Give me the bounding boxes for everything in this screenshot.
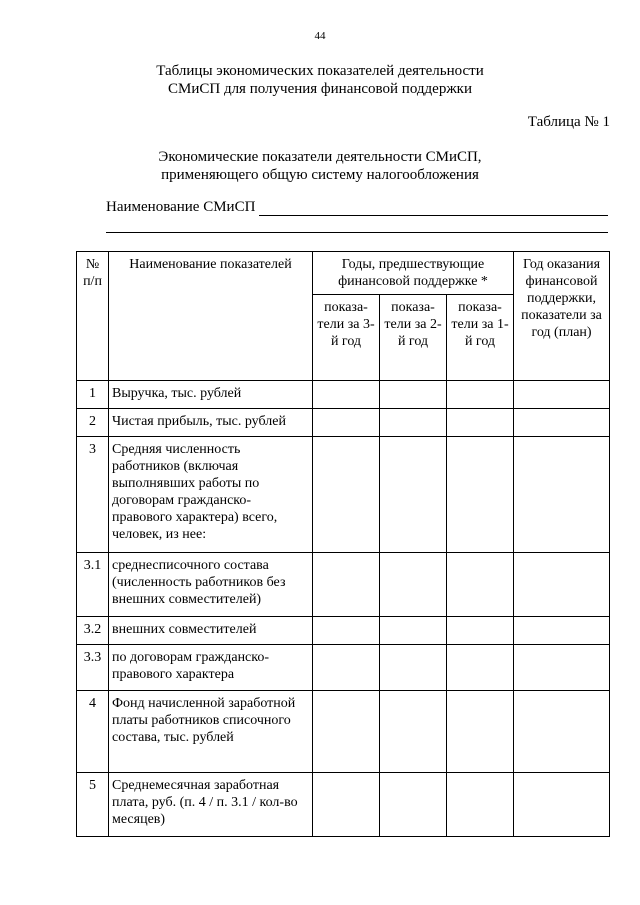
table-row bbox=[77, 617, 610, 645]
value-cell-year-2[interactable] bbox=[380, 617, 447, 645]
table-row bbox=[77, 691, 610, 773]
value-cell-year-1[interactable] bbox=[447, 437, 514, 553]
value-cell-year-2[interactable] bbox=[380, 645, 447, 691]
table-number: Таблица № 1 bbox=[527, 114, 610, 130]
row-indicator-name: Чистая прибыль, тыс. рублей bbox=[109, 409, 313, 437]
value-cell-year-2[interactable] bbox=[380, 381, 447, 409]
row-number: 3 bbox=[77, 437, 109, 553]
header-prev-years: Годы, предшествующие финансовой поддержке * bbox=[313, 252, 514, 295]
value-cell-year-2[interactable] bbox=[380, 553, 447, 617]
row-number: 4 bbox=[77, 691, 109, 773]
indicators-table bbox=[76, 251, 610, 837]
row-indicator-name: по договорам гражданско-правового характера bbox=[109, 645, 313, 691]
row-indicator-name: Средняя численность работников (включая выполнявших работы по договорам гражданско-правового характера) всего, человек, из нее: bbox=[109, 437, 313, 553]
page-number: 44 bbox=[314, 30, 326, 42]
table-row bbox=[77, 409, 610, 437]
row-number: 5 bbox=[77, 773, 109, 837]
table-row bbox=[77, 381, 610, 409]
row-number: 3.3 bbox=[77, 645, 109, 691]
header-year-1: показа-тели за 1-й год bbox=[447, 295, 514, 381]
value-cell-year-3[interactable] bbox=[313, 773, 380, 837]
table-caption-line-2: применяющего общую систему налогообложения bbox=[161, 167, 479, 183]
table-row bbox=[77, 553, 610, 617]
value-cell-year-1[interactable] bbox=[447, 409, 514, 437]
value-cell-year-1[interactable] bbox=[447, 617, 514, 645]
value-cell-support-year[interactable] bbox=[514, 553, 610, 617]
row-number: 3.2 bbox=[77, 617, 109, 645]
document-title-line-2: СМиСП для получения финансовой поддержки bbox=[167, 81, 472, 97]
header-num: № п/п bbox=[77, 252, 109, 381]
document-title-line-1: Таблицы экономических показателей деятельности bbox=[156, 63, 484, 79]
value-cell-year-2[interactable] bbox=[380, 437, 447, 553]
value-cell-year-1[interactable] bbox=[447, 691, 514, 773]
company-name-field-line-2 bbox=[106, 232, 608, 233]
row-number: 3.1 bbox=[77, 553, 109, 617]
value-cell-support-year[interactable] bbox=[514, 645, 610, 691]
value-cell-support-year[interactable] bbox=[514, 381, 610, 409]
company-name-row bbox=[106, 199, 608, 216]
value-cell-year-3[interactable] bbox=[313, 409, 380, 437]
value-cell-year-3[interactable] bbox=[313, 437, 380, 553]
value-cell-year-2[interactable] bbox=[380, 691, 447, 773]
document-title bbox=[0, 62, 640, 98]
value-cell-year-3[interactable] bbox=[313, 553, 380, 617]
value-cell-support-year[interactable] bbox=[514, 437, 610, 553]
company-name-field-line bbox=[259, 201, 608, 216]
value-cell-support-year[interactable] bbox=[514, 617, 610, 645]
row-number: 2 bbox=[77, 409, 109, 437]
header-name: Наименование показателей bbox=[109, 252, 313, 381]
value-cell-support-year[interactable] bbox=[514, 409, 610, 437]
value-cell-year-1[interactable] bbox=[447, 645, 514, 691]
value-cell-year-3[interactable] bbox=[313, 645, 380, 691]
value-cell-support-year[interactable] bbox=[514, 773, 610, 837]
table-row bbox=[77, 645, 610, 691]
table-row bbox=[77, 773, 610, 837]
company-name-label: Наименование СМиСП bbox=[106, 199, 256, 215]
row-indicator-name: Среднемесячная заработная плата, руб. (п. 4 / п. 3.1 / кол-во месяцев) bbox=[109, 773, 313, 837]
row-number: 1 bbox=[77, 381, 109, 409]
header-row-1 bbox=[77, 252, 610, 295]
value-cell-support-year[interactable] bbox=[514, 691, 610, 773]
value-cell-year-2[interactable] bbox=[380, 773, 447, 837]
header-support-year: Год оказания финансовой поддержки, показатели за год (план) bbox=[514, 252, 610, 381]
value-cell-year-2[interactable] bbox=[380, 409, 447, 437]
row-indicator-name: внешних совместителей bbox=[109, 617, 313, 645]
value-cell-year-3[interactable] bbox=[313, 617, 380, 645]
value-cell-year-3[interactable] bbox=[313, 691, 380, 773]
value-cell-year-3[interactable] bbox=[313, 381, 380, 409]
table-body bbox=[77, 381, 610, 837]
row-indicator-name: среднесписочного состава (численность работников без внешних совместителей) bbox=[109, 553, 313, 617]
row-indicator-name: Фонд начисленной заработной платы работников списочного состава, тыс. рублей bbox=[109, 691, 313, 773]
header-year-3: показа-тели за 3-й год bbox=[313, 295, 380, 381]
value-cell-year-1[interactable] bbox=[447, 381, 514, 409]
row-indicator-name: Выручка, тыс. рублей bbox=[109, 381, 313, 409]
value-cell-year-1[interactable] bbox=[447, 773, 514, 837]
table-caption-line-1: Экономические показатели деятельности СМиСП, bbox=[158, 149, 482, 165]
table-row bbox=[77, 437, 610, 553]
table-caption bbox=[0, 148, 640, 184]
value-cell-year-1[interactable] bbox=[447, 553, 514, 617]
header-year-2: показа-тели за 2-й год bbox=[380, 295, 447, 381]
